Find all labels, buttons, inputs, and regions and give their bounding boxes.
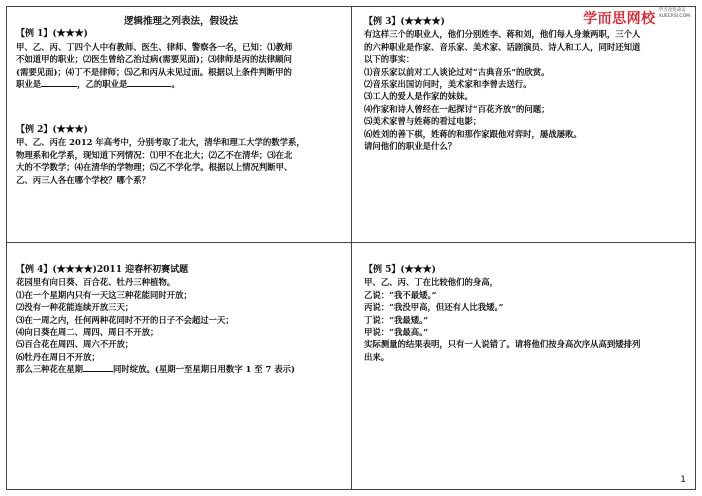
section-title: 逻辑推理之列表法，假设法 [123,16,238,27]
example-4 [16,264,346,376]
example-3-line: 有这样三个的职业人，他们分别姓李、蒋和刘，他们每人身兼两职，三个人 [364,29,641,40]
example-4-heading: 【例 4】(★★★★)2011 迎春杯初赛试题 [16,265,189,275]
right-border [695,6,696,490]
example-4-line: ⑹牡丹在周日不开放； [16,351,100,362]
example-2-line: 乙、丙三人各在哪个学校？哪个系？ [16,174,150,185]
example-4-text: 同时绽放。(星期一至星期日用数字 1 至 7 表示) [113,364,295,375]
logo-tagline-cn: 学习改变命运 [658,8,686,13]
example-2-line: 甲、乙、丙在 2012 年高考中，分别考取了北大，清华和理工大学的数学系， [16,137,305,148]
answer-blank [83,363,113,372]
example-5-line: 甲说：“我最高。” [364,327,429,338]
example-5-line: 丁说：“我最矮。” [364,314,429,325]
logo-text: 学而思网校 [583,11,656,27]
logo-tagline-en: XUEERSI.COM [658,14,690,19]
example-5-line: 出来。 [364,351,390,362]
example-2-heading: 【例 2】(★★★) [16,125,88,135]
example-5-heading: 【例 5】(★★★) [364,265,436,275]
answer-blank [127,78,171,87]
example-1 [16,16,346,90]
example-4-line: 花园里有向日葵、百合花、牡丹三种植物。 [16,277,176,288]
example-3-line: ⑴音乐家以前对工人谈论过对“古典音乐”的欣赏。 [364,66,550,77]
example-2 [16,124,346,186]
example-5-line: 甲、乙、丙、丁在比较他们的身高， [364,277,498,288]
example-3 [364,16,686,152]
example-3-line: 的六种职业是作家、音乐家、美术家、话剧演员、诗人和工人，同时还知道 [364,41,641,52]
example-3-line: ⑹姓刘的善下棋，姓蒋的和那作家跟他对弈时，屡战屡败。 [364,128,582,139]
example-1-line: (需要见面)；⑷丁不是律师；⑸乙和丙从未见过面。根据以上条件判断甲的 [16,66,292,77]
example-1-text: 职业是 [16,79,42,90]
example-3-line: ⑵音乐家出国访问时，美术家和李曾去送行。 [364,79,532,90]
example-1-line: 不如道甲的职业；⑵医生曾给乙治过病(需要见面)；⑶律师是丙的法律顾问 [16,54,292,65]
example-1-heading: 【例 1】(★★★) [16,29,88,40]
example-4-line: ⑴在一个星期内只有一天这三种花能同时开放； [16,289,192,300]
example-5-line: 乙说：“我不最矮。” [364,289,437,300]
example-4-line: ⑷向日葵在周二、周四、周日不开放； [16,327,159,338]
example-3-line: 请问他们的职业是什么？ [364,141,457,152]
example-4-line: ⑶在一周之内，任何两种花同时不开的日子不会超过一天； [16,314,234,325]
example-1-line: 甲、乙、丙、丁四个人中有教师、医生、律师、警察各一名，已知：⑴教师 [16,41,293,52]
answer-blank [41,78,77,87]
example-2-line: 物理系和化学系，现知道下列情况：⑴甲不在北大；⑵乙不在清华；⑶在北 [16,149,293,160]
example-4-line: ⑵没有一种花能连续开放三天； [16,302,134,313]
example-3-heading: 【例 3】(★★★★) [364,17,445,27]
example-3-line: ⑸美术家曾与姓蒋的看过电影； [364,116,482,127]
example-4-line [16,363,346,375]
center-divider [351,6,352,490]
example-5-line: 实际测量的结果表明，只有一人说错了。请将他们按身高次序从高到矮排列 [364,339,641,350]
example-5-line: 丙说：“我没甲高，但还有人比我矮。” [364,302,504,313]
example-5 [364,264,686,363]
example-1-text: ，乙的职业是 [77,79,128,90]
example-3-line: 以下的事实： [364,54,415,65]
example-4-text: 那么三种花在星期 [16,364,83,375]
example-1-line [16,78,346,90]
example-1-text: 。 [171,79,180,90]
left-border [6,6,7,490]
example-3-line: ⑷作家和诗人曾经在一起探讨“百花齐放”的问题； [364,103,550,114]
example-4-line: ⑸百合花在周四、周六不开放； [16,339,134,350]
example-2-line: 大的不学数学；⑷在清华的学物理；⑸乙不学化学。根据以上情况判断甲、 [16,162,293,173]
example-3-line: ⑶工人的爱人是作家的妹妹。 [364,91,473,102]
page-number: 1 [680,475,686,485]
